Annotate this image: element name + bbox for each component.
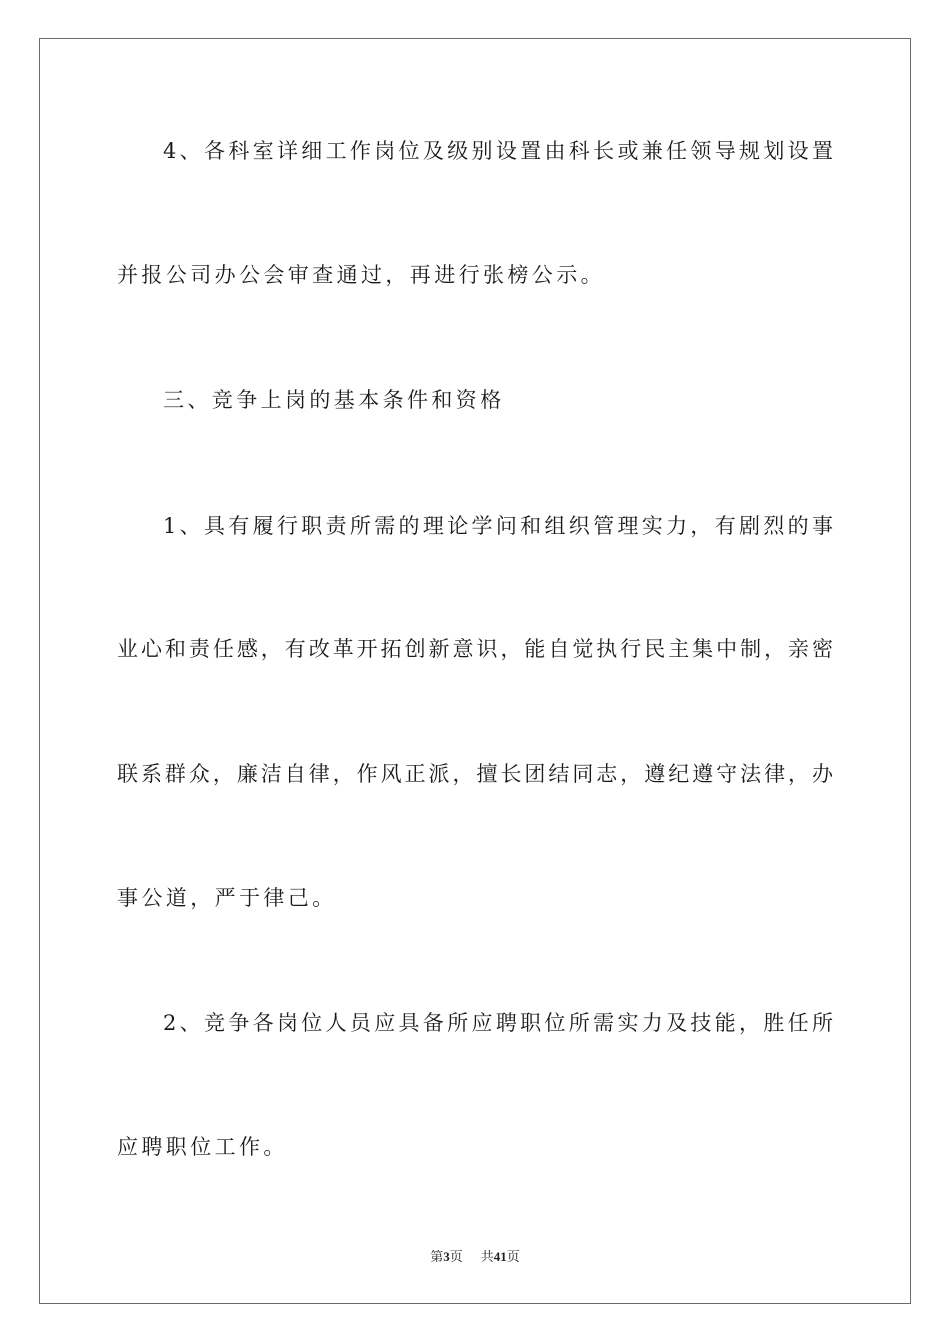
page-footer [0,1248,950,1267]
paragraph-line: 4、各科室详细工作岗位及级别设置由科长或兼任领导规划设置 [163,139,833,163]
paragraph-line: 1、具有履行职责所需的理论学问和组织管理实力，有剧烈的事 [163,514,833,538]
paragraph-line: 应聘职位工作。 [117,1135,288,1159]
total-page-count: 41 [493,1249,507,1264]
page-border [39,38,911,1304]
section-heading: 三、竞争上岗的基本条件和资格 [163,388,505,412]
page-prefix: 第 [430,1250,444,1265]
paragraph-line: 并报公司办公会审查通过，再进行张榜公示。 [117,263,605,287]
total-prefix: 共 [480,1250,494,1265]
page-suffix: 页 [449,1250,463,1265]
total-suffix: 页 [506,1250,520,1265]
paragraph-line: 业心和责任感，有改革开拓创新意识，能自觉执行民主集中制，亲密 [117,637,833,661]
paragraph-line: 2、竞争各岗位人员应具备所应聘职位所需实力及技能，胜任所 [163,1011,833,1035]
current-page-number: 3 [443,1249,450,1264]
paragraph-line: 事公道，严于律己。 [117,886,337,910]
paragraph-line: 联系群众，廉洁自律，作风正派，擅长团结同志，遵纪遵守法律，办 [117,762,833,786]
